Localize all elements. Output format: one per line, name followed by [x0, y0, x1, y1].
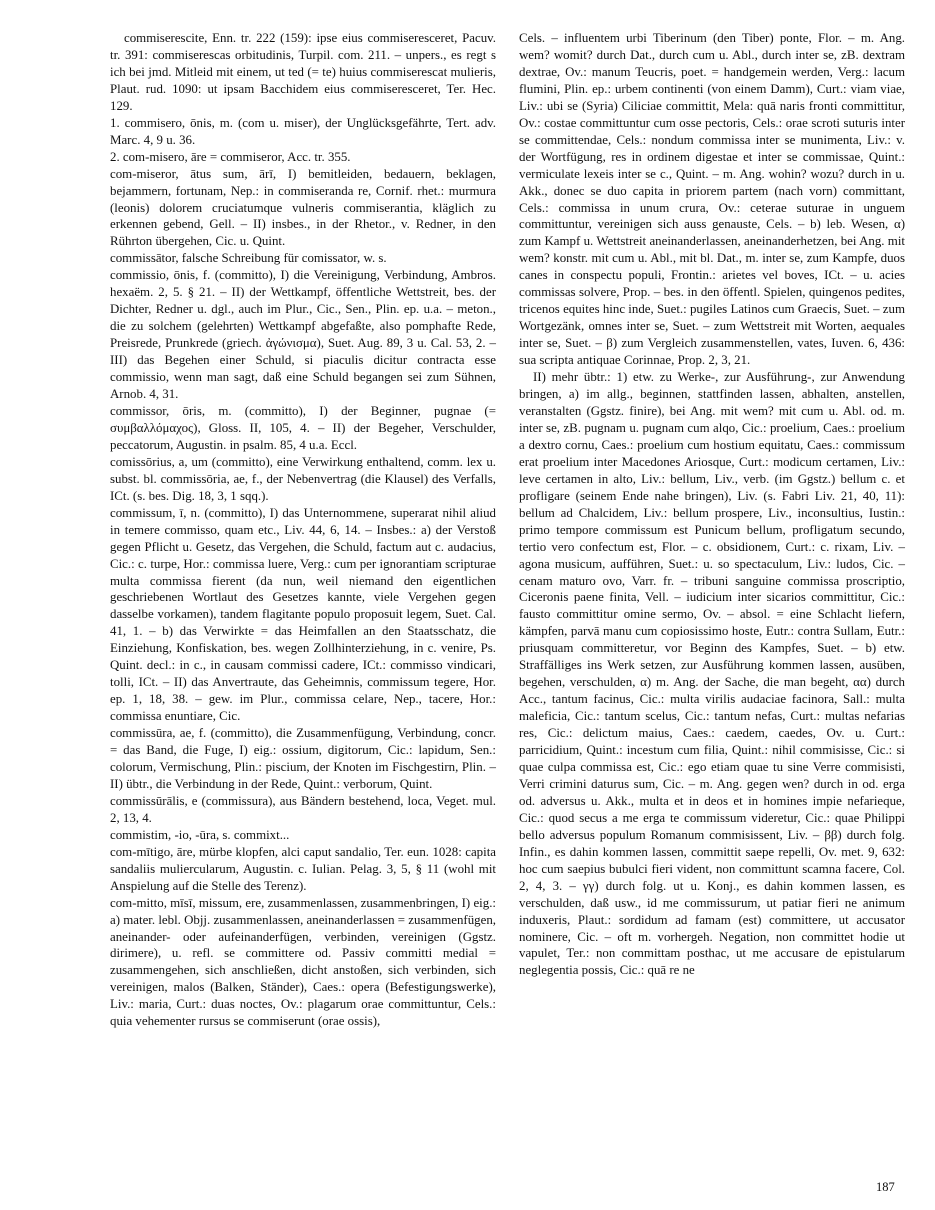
page-number: 187 [876, 1180, 895, 1194]
entry-paragraph: com-miseror, ātus sum, ārī, I) bemitleiden, bedauern, beklagen, bejammern, fortunam, Nep.: in commiseranda re, Cornif. rhet.: murmura (leonis) dolorem cruciatumque vulneris commiserantia, kläglich zu erkennen gebend, Gell. – II) insbes., in der Rhetor., v. Redner, in den Rührton übergehen, Cic. u. Quint. [110, 166, 496, 249]
left-column [110, 30, 496, 1030]
entry-paragraph: comissōrius, a, um (committo), eine Verwirkung enthaltend, comm. lex u. subst. bl. commissōria, ae, f., der Nebenvertrag (die Klausel) des Verfalls, ICt. (s. bes. Dig. 18, 3, 1 sqq.). [110, 454, 496, 503]
entry-paragraph: commissūrālis, e (commissura), aus Bändern bestehend, loca, Veget. mul. 2, 13, 4. [110, 793, 496, 825]
entry-paragraph: commissum, ī, n. (committo), I) das Unternommene, superarat nihil aliud in temere commisso, quam etc., Liv. 44, 6, 14. – Insbes.: a) der Verstoß gegen Pflicht u. Gesetz, das Vergehen, die Schuld, factum aut c. audacius, Cic.: c. turpe, Hor.: commissa luere, Verg.: cum per ignorantiam scripturae multa commissa fierent (da nun, weil niemand den eigentlichen geschriebenen Wortlaut des Gesetzes kannte, viele Vergehen gegen dasselbe vorkamen), tandem flagitante populo proposuit legem, Suet. Cal. 41, 1. – b) das Verwirkte = das Heimfallen an den Staatsschatz, die Einziehung, Konfiskation, bes. wegen Zollhinterziehung, in c. venire, Ps. Quint. decl.: in c., in causam commissi cadere, ICt.: commisso vindicari, tolli, ICt. – II) das Anvertraute, das Geheimnis, commissum tegere, Hor. ep. 1, 18, 38. – gew. im Plur., commissa celare, Nep., tacere, Hor.: commissa enuntiare, Cic. [110, 505, 496, 724]
entry-paragraph: commissor, ōris, m. (committo), I) der Beginner, pugnae (= συμβαλλόμαχος), Gloss. II, 105, 4. – II) der Begeher, Verschulder, peccatorum, Augustin. in psalm. 85, 4 u.a. Eccl. [110, 403, 496, 452]
entry-paragraph: commissio, ōnis, f. (committo), I) die Vereinigung, Verbindung, Ambros. hexaëm. 2, 5. § 21. – II) der Wettkampf, öffentliche Wettstreit, bes. der Dichter, Redner u. dgl., auch im Plur., Cic., Sen., Plin. ep. u.a. – meton., die zu solchem (gelehrten) Wettkampf abgefaßte, also pomphafte Rede, Preisrede, Prunkrede (griech. ἀγώνισμα), Suet. Aug. 89, 3 u. Cal. 53, 2. – III) das Begehen einer Schuld, si piaculis dicitur contracta esse commissio, wenn man sagt, daß eine Schuld begangen sei zum Sühnen, Arnob. 4, 31. [110, 268, 496, 402]
right-column [519, 30, 905, 979]
entry-paragraph: com-mītigo, āre, mürbe klopfen, alci caput sandalio, Ter. eun. 1028: capita sandaliis muliercularum, Augustin. c. Iulian. Pelag. 3, 5, § 11 (wohl mit Anspielung auf die Stelle des Terenz). [110, 844, 496, 893]
entry-paragraph: commissūra, ae, f. (committo), die Zusammenfügung, Verbindung, concr. = das Band, die Fuge, I) eig.: ossium, digitorum, Cic.: lapidum, Sen.: colorum, Vermischung, Plin.: piscium, der Knoten im Fischgestirn, Plin. – II) übtr., die Verbindung in der Rede, Quint.: verborum, Quint. [110, 726, 496, 791]
entry-paragraph: commiserescite, Enn. tr. 222 (159): ipse eius commiseresceret, Pacuv. tr. 391: commiserescas orbitudinis, Turpil. com. 211. – unpers., es regt s ich bei jmd. Mitleid mit einem, ut ted (= te) huius commiserescat mulieris, Plaut. rud. 1090: ut ipsam Bacchidem eius commiseresceret, Ter. Hec. 129. [110, 31, 496, 113]
entry-paragraph: II) mehr übtr.: 1) etw. zu Werke-, zur Ausführung-, zur Anwendung bringen, a) im allg., beginnen, stattfinden lassen, abhalten, anstellen, veranstalten (Ggstz. finire), bei Ang. mit wem? mit cum u. Abl. od. m. inter se, zB. pugnam u. pugnam cum alqo, Cic.: proelium, Caes.: proelium a dextro cornu, Caes.: proelium cum hostium equitatu, Caes.: commissum erat proelium inter Macedones Ariosque, Curt.: modicum certamen, Liv.: leve certamen in alto, Liv.: bellum, Liv., verb. (im Ggstz.) bellum c. et profligare (seinem Ende nahe bringen), Liv. (s. Fabri Liv. 21, 40, 11): bellum ad Chalcidem, Liv.: bellum prospere, Liv., inconsultius, Iustin.: primo tempore commissum est Punicum bellum, profligatum secundo, tertio vero confectum est, Flor. – c. obsidionem, Curt.: c. rixam, Liv. – agona musicum, aufführen, Suet.: u. so spectaculum, Liv.: ludos, Cic. – cenam maturo ovo, Varr. fr. – tribuni sanguine commissa proscriptio, Ciceronis paene finita, Vell. – iudicium inter sicarios committitur, Cic.: fausto committitur omine sermo, Ov. – absol. = eine Schlacht liefern, kämpfen, parvā manu cum copiosissimo hoste, Eutr.: contra Sullam, Eutr.: priusquam committeretur, vor Beginn des Kampfes, Suet. – b) etw. Straffälliges ins Werk setzen, zur Ausführung kommen lassen, ausüben, begehen, verschulden, α) m. Ang. der Sache, die man begeht, αα) durch Acc., tantum facinus, Cic.: multa virilis audaciae facinora, Sall.: multa maleficia, Cic.: tantum scelus, Cic.: tantum nefas, Curt.: multas nefarias res, Cic.: delictum maius, Caes.: caedem, caedes, Ov. u. Curt.: parricidium, Quint.: incestum cum filia, Quint.: nihil commisisse, Cic.: si quae culpa commissa est, Cic.: ego etiam quae tu sine Verre commisisti, Verri crimini daturus sum, Cic. – m. Ang. gegen wen? durch in od. erga od. adversus u. Akk., multa et in deos et in homines impie nefarieque, Cic.: quod secus a me erga te commissum videretur, Cic.: quae Philippi bello adversus populum Romanum commisissent, Liv. – ββ) durch folg. Infin., es dahin kommen lassen, committit saepe repelli, Ov. met. 9, 632: hoc cum saepius bubulci fieri vident, non committunt scamna facere, Col. 2, 4, 3. – γγ) durch folg. ut u. Konj., es dahin kommen lassen, es verschulden, daß usw., id me commissurum, ut patiar fieri ne animum induxeris, Plaut.: sordidum ad famam (est) committere, ut accusator nominere, Cic. – oft m. vorhergeh. Negation, non committet hodie ut vapulet, Ter.: non committam posthac, ut me accusare de epistularum neglegentia possis, Cic.: quā re ne [519, 370, 905, 978]
entry-paragraph: commistim, -io, -ūra, s. commixt... [110, 827, 290, 842]
entry-paragraph: Cels. – influentem urbi Tiberinum (den Tiber) ponte, Flor. – m. Ang. wem? womit? durch Dat., durch cum u. Abl., durch inter se, zB. dextram dextrae, Ov.: manum Teucris, poet. = handgemein werden, Verg.: lacum flumini, Plin. ep.: urbem continenti (von einem Damm), Curt.: viam viae, Liv.: ubi se (Syria) Ciliciae committit, Mela: quā naris fronti committitur, Ov.: costae committuntur cum osse pectoris, Cels.: orae scroti suturis inter se committendae, Cels.: nondum commissa inter se munimenta, Liv.: v. der Wortfügung, res in ordinem digestae et inter se commissae, Quint.: vermiculate lexeis inter se c., Quint. – m. Ang. wohin? wozu? durch in u. Akk., donec se duo capita in priorem partem (nach vorn) committant, Cels.: commissa in unum crura, Ov.: ceterae suturae in unguem committuntur, vereinigen sich auss genauste, Cels. – b) leb. Wesen, α) zum Kampf u. Wettstreit aneinanderlassen, aneinanderhetzen, bei Ang. mit wem? konstr. mit cum u. Abl., mit bl. Dat., m. inter se, zum Kampfe, duos canes in conspectu populi, Frontin.: arietes vel boves, ICt. – u. acies commissas solvere, Prop. – bes. in den öffentl. Spielen, quingenos pedites, tricenos equites hinc inde, Suet.: pugiles Latinos cum Graecis, Suet. – zum Wortgezänk, omnes inter se, Suet. – zum Wettstreit mit Worten, aequales inter se, Suet. – β) zum Vergleich zusammenstellen, vates, Iuven. 6, 436: sua scripta antiquae Corinnae, Prop. 2, 3, 21. [519, 31, 905, 368]
entry-paragraph: com-mitto, mīsī, missum, ere, zusammenlassen, zusammenbringen, I) eig.: a) mater. lebl. Objj. zusammenlassen, aneinanderlassen = zusammenfügen, aneinander- oder aufeinanderfügen, verbinden, vereinigen (Ggstz. dirimere), u. refl. se committere od. Passiv committi medial = zusammengehen, sich anschließen, dicht anstoßen, sich verbinden, sich vereinigen, malos (Balken, Ständer), Caes.: opera (Befestigungswerke), Liv.: maria, Curt.: duas noctes, Ov.: plagarum orae committuntur, Cels.: quia vehementer rursus se commiserunt (orae ossis), [110, 895, 496, 1029]
entry-paragraph: commissātor, falsche Schreibung für comissator, w. s. [110, 251, 387, 266]
entry-paragraph: 1. commisero, ōnis, m. (com u. miser), der Unglücksgefährte, Tert. adv. Marc. 4, 9 u. 36. [110, 115, 496, 147]
entry-paragraph: 2. com-misero, āre = commiseror, Acc. tr. 355. [110, 149, 351, 164]
